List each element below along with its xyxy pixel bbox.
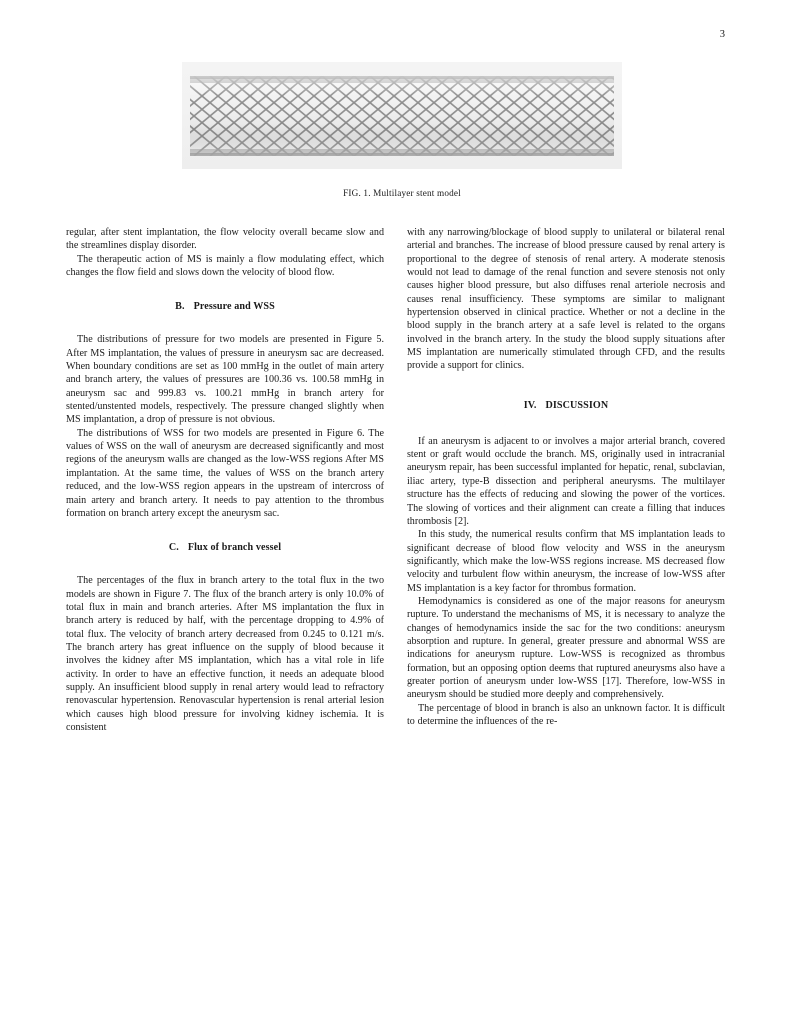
page-number: 3: [719, 29, 725, 40]
section-label: B.: [175, 301, 185, 313]
figure-1: [182, 62, 622, 198]
paragraph: The distributions of WSS for two models are presented in Figure 6. The values of WSS on the wall of aneurysm are decreased significantly and most regions of the aneurysm walls are changed as the low-WSS regions After MS implantation. At the same time, the values of WSS on the branch artery reduced, and the low-WSS region appears in the upstream of intercross of main artery and branch artery. It needs to pay attention to the thrombus formation on branch artery except the aneurysm sac.: [66, 427, 384, 519]
section-title: Pressure and WSS: [193, 301, 275, 313]
section-label: C.: [168, 542, 179, 554]
section-label: IV.: [523, 399, 537, 411]
section-title: DISCUSSION: [545, 399, 609, 411]
paragraph: The percentages of the flux in branch artery to the total flux in the two models are shown in Figure 7. The flux of the branch artery is only 10.0% of total flux in main and branch arteries. After MS implantation the flux in branch artery is reduced by half, with the percentage dropping to 4.9% of total flux. The velocity of branch artery decreased from 0.245 to 0.121 m/s. The branch artery has great influence on the supply of blood because it involves the kidney after MS implantation, which has a vital role in life activity. In order to have an effective function, it needs an adequate blood supply. An insufficient blood supply in renal artery would lead to refractory renovascular hypertension. Renovascular hypertension is renal arterial lesion which causes high blood pressure for involving kidney ischemia. It is consistent: [66, 575, 384, 733]
paragraph: If an aneurysm is adjacent to or involves a major arterial branch, covered stent or graft would occlude the branch. MS, originally used in intracranial aneurysm repair, has been successful implanted for hepatic, renal, subclavian, iliac artery, type-B dissection and peripheral aneurysms. The multilayer structure has the effects of reducing and slowing the power of the vortices. The slowing of vortices and their alignment can create a filling that induces thrombosis [2].: [407, 435, 725, 527]
paragraph: Hemodynamics is considered as one of the major reasons for aneurysm rupture. To understand the mechanisms of MS, it is necessary to analyze the changes of hemodynamics inside the sac for the two conditions: aneurysm absorption and rupture. In general, greater pressure and abnormal WSS are indications for aneurysm rupture. Low-WSS is recognized as thrombus formation, but an opposing option deems that ruptured aneurysms also have a greater portion of aneurysm under low-WSS [17]. Therefore, low-WSS in aneurysm should be studied more deeply and comprehensively.: [407, 595, 725, 701]
section-heading-iv: [407, 400, 725, 411]
paragraph: The therapeutic action of MS is mainly a flow modulating effect, which changes the flow field and slows down the velocity of blood flow.: [66, 253, 384, 279]
paragraph: The percentage of blood in branch is also an unknown factor. It is difficult to determine the influences of the re-: [407, 702, 725, 727]
section-heading-c: [66, 542, 384, 553]
spacer: [66, 279, 384, 301]
spacer: [66, 553, 384, 574]
right-column: [407, 226, 725, 938]
paragraph: The distributions of pressure for two models are presented in Figure 5. After MS implantation, the values of pressure in aneurysm sac are decreased. When boundary conditions are set as 100 mmHg in the outlet of main artery and branch artery, the values of pressures are 100.36 vs. 100.58 mmHg in aneurysm sac and 999.83 vs. 100.21 mmHg in branch artery for stented/unstented models, respectively. The pressure changed slightly when MS implantation, a drop of pressure is not obvious.: [66, 334, 384, 426]
spacer: [66, 520, 384, 542]
left-column: [66, 226, 384, 938]
spacer: [66, 312, 384, 333]
figure-caption: FIG. 1. Multilayer stent model: [343, 188, 461, 198]
multilayer-stent-photo: [190, 74, 614, 158]
figure-image-panel: [182, 62, 622, 169]
spacer: [407, 373, 725, 400]
paragraph: with any narrowing/blockage of blood supply to unilateral or bilateral renal arterial and branches. The increase of blood pressure caused by renal artery is proportional to the degree of stenosis of renal artery. A moderate stenosis would not lead to damage of the renal function and severe stenosis not only causes higher blood pressure, but also diffuses renal arteriole necrosis and causes renal insufficiency. These symptoms are similar to malignant hypertension observed in clinical practice. Whether or not a decline in the blood supply in the branch artery at a safe level is related to the organs involved in the branch artery. In the study the blood supply situations after MS implantation are numerically stimulated through CFD, and the results provide a support for clinics.: [407, 227, 725, 372]
paragraph: In this study, the numerical results confirm that MS implantation leads to significant decrease of blood flow velocity and WSS in the aneurysm significantly, which make the low-WSS regions increase. MS decreased flow velocity and turbulent flow within aneurysm, the increase of low-WSS after MS implantation is a key factor for thrombus formation.: [407, 529, 725, 594]
spacer: [407, 411, 725, 435]
section-title: Flux of branch vessel: [187, 542, 282, 554]
section-heading-b: [66, 301, 384, 312]
paragraph: regular, after stent implantation, the flow velocity overall became slow and the streamlines display disorder.: [66, 227, 384, 252]
body-columns: [66, 226, 725, 938]
